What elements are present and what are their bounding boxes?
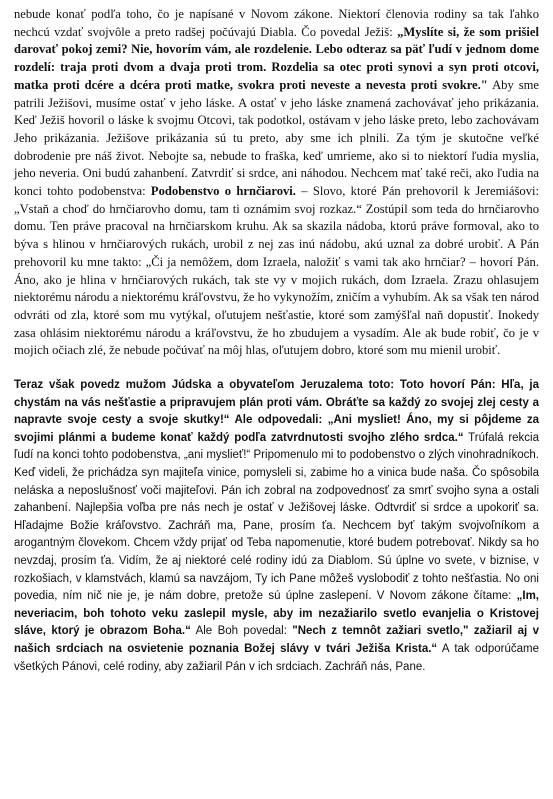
text-run: Aby sme patrili Ježišovi, musíme ostať v jeho láske. A ostať v jeho láske znamená zachovávať jeho prikázania. Keď Ježiš hovoril o láske k svojmu Otcovi, tak podotkol, ostávam v jeho láske preto, lebo zachovávam Jeho prikázania. Ježišove prikázania sú tu preto, aby sme ich plnili. Za tým je skutočne veľké dobrodenie pre náš život. Nebojte sa, nebude to fraška, keď umrieme, ako si to niektorí ľudia myslia, jeho neveria. Oni budú zahanbení. Zatvrdiť si srdce, ani náhodou. Nechcem mať také reči, ako ľudia na konci tohto podobenstva: (14, 77, 540, 199)
text-run: – Slovo, ktoré Pán prehovoril k Jeremiášovi: „Vstaň a choď do hrnčiarovho domu, tam ti oznámim svoj rozkaz.“ Zostúpil som teda do hrnčiarovho domu. Ten práve pracoval na hrnčiarskom kruhu. Ak sa skazila nádoba, ktorú práve formoval, ako to býva s hlinou v hrnčiarových rukách, urobil z nej zas inú nádobu, akú uznal za dobré urobiť. A Pán prehovoril ku mne takto: „Či ja nemôžem, dom Izraela, naložiť s vami tak ako hrnčiar? – hovorí Pán. Áno, ako je hlina v hrnčiarových rukách, tak ste vy v mojich rukách, dom Izraela. Zrazu ohlasujem niektorému národu a niektorému kráľovstvu, že ho vykynožím, zničím a vyhubím. Ak sa však ten národ odvráti od zla, ktoré som mu vytýkal, oľutujem nešťastie, ktoré som zamýšľal naň dopustiť. Inokedy zasa ohlásim niektorému národu a kráľovstvu, že ho zbudujem a vysadím. Ale ak bude robiť, čo je v mojich očiach zlé, že nebude počúvať na môj hlas, oľutujem dobro, ktoré som mu mienil urobiť. (14, 184, 539, 358)
paragraph-potter-parable (14, 6, 539, 360)
bold-quote-blinded: „Im, neveriacim, boh tohoto veku zaslepil mysle, aby im nezažiarilo svetlo evanjelia o Kristovej sláve, ktorý je obrazom Boha.“ (14, 590, 539, 638)
bold-quote-light: "Nech z temnôt zažiari svetlo," zažiaril aj v našich srdciach na osvietenie poznania Božej slávy v tvári Ježiša Krista.“ (14, 625, 539, 655)
text-run: Ale Boh povedal: (190, 625, 293, 638)
bold-quote-judah: Teraz však povedz mužom Júdska a obyvateľom Jeruzalema toto: Toto hovorí Pán: Hľa, ja chystám na vás nešťastie a pripravujem plán proti vám. Obráťte sa každý zo svojej zlej cesty a napravte svoje cesty a svoje skutky!“ Ale odpovedali: „Ani mysliet! Áno, my si pôjdeme za svojimi plánmi a budeme konať každý podľa zatvrdnutosti svojho zlého srdca.“ (14, 379, 539, 444)
text-run: A tak odporúčame všetkých Pánovi, celé rodiny, aby zažiaril Pán v ich srdciach. Zachráň nás, Pane. (14, 642, 539, 673)
text-run: nebude konať podľa toho, čo je napísané v Novom zákone. Niektorí členovia rodiny sa tak ľahko nechcú vzdať svojvôle a preto radšej počúvajú Diabla. Čo povedal Ježiš: (14, 7, 539, 39)
bold-quote-division: „Myslíte si, že som prišiel darovať pokoj zemi? Nie, hovorím vám, ale rozdelenie. Lebo odteraz sa päť ľudí v jednom dome rozdelí: traja proti dvom a dvaja proti trom. Rozdelia sa otec proti synovi a syn proti otcovi, matka proti dcére a dcéra proti matke, svokra proti neveste a nevesta proti svokre." (14, 24, 539, 92)
paragraph-judah-warning (14, 377, 539, 676)
text-run: Trúfalá rekcia ľudí na konci tohto podobenstva, „ani myslieť!“ Pripomenulo mi to podobenstvo o zlých vinohradníkoch. Keď videli, že prichádza syn majiteľa vinice, pomysleli si, zabime ho a vinica bude naša. Čo spôsobila neláska a neposlušnosť voči majiteľovi. Pán ich zobral na zodpovednosť za smrť svojho syna a ostali zahanbení. Najlepšia voľba pre nás nech je ostať v Ježišovej láske. Odtvrdiť si srdce a upokoriť sa. Hľadajme Božie kráľovstvo. Zachráň ma, Pane, prosím ťa. Nechcem byť takým svojvoľníkom a arogantným človekom. Chcem vždy prijať od Teba napomenutie, ktoré budem potrebovať. Nikdy sa ho nevzdaj, prosím ťa. Vidím, že aj niektoré celé rodiny idú za Diablom. Sú úplne vo svete, v biznise, v rozkošiach, v klamstvách, klamú sa navzájom, Ty ich Pane môžeš vyslobodiť z tohto nešťastia. No oni povedia, ním nič nie je, je nám dobre, pretože sú úplne zaslepení. V Novom zákone čítame: (14, 431, 539, 603)
bold-heading-potter: Podobenstvo o hrnčiarovi. (150, 184, 296, 199)
document-page (14, 6, 539, 676)
